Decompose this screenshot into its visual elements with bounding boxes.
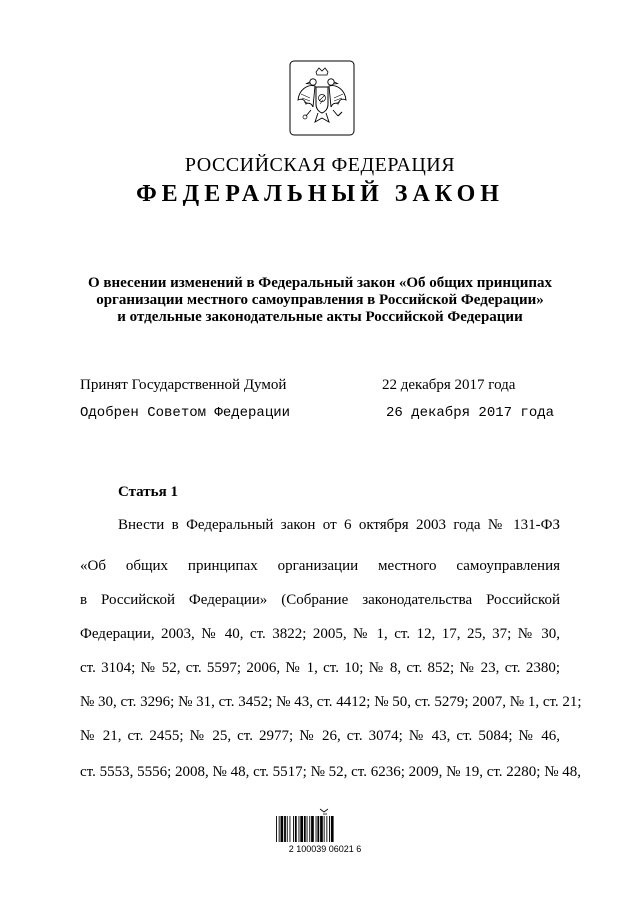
article-text-line: Внести в Федеральный закон от 6 октября 2003 года № 131-ФЗ bbox=[118, 517, 560, 533]
barcode-bar bbox=[299, 816, 300, 842]
barcode-bar bbox=[293, 816, 294, 842]
article-text-line: ст. 5553, 5556; 2008, № 48, ст. 5517; № 52, ст. 6236; 2009, № 19, ст. 2280; № 48, bbox=[80, 764, 582, 780]
barcode-bar bbox=[316, 816, 317, 842]
barcode-bar bbox=[295, 816, 297, 842]
law-title-line: О внесении изменений в Федеральный закон «Об общих принципах bbox=[87, 275, 553, 291]
barcode-bar bbox=[309, 816, 310, 842]
article-text-line: «Об общих принципах организации местного самоуправления bbox=[80, 558, 560, 574]
barcode-bar bbox=[300, 816, 303, 842]
barcode-bar bbox=[290, 816, 291, 842]
barcode-bar bbox=[284, 816, 286, 842]
article-heading: Статья 1 bbox=[118, 484, 178, 500]
barcode-bar bbox=[320, 816, 323, 842]
barcode-bars bbox=[270, 806, 380, 846]
barcode-bar bbox=[326, 816, 327, 842]
barcode-bar bbox=[276, 816, 277, 842]
barcode-bar bbox=[279, 816, 280, 842]
barcode-bar bbox=[317, 816, 319, 842]
adopted-by-duma-label: Принят Государственной Думой bbox=[80, 377, 287, 393]
coat-of-arms-emblem bbox=[289, 60, 355, 136]
law-title-line: организации местного самоуправления в Российской Федерации» bbox=[96, 292, 544, 308]
article-text-line: в Российской Федерации» (Собрание законодательства Российской bbox=[80, 592, 560, 608]
barcode-bar bbox=[311, 816, 314, 842]
adopted-by-duma-date: 22 декабря 2017 года bbox=[382, 377, 516, 393]
article-text-line: Федерации, 2003, № 40, ст. 3822; 2005, № 1, ст. 12, 17, 25, 37; № 30, bbox=[80, 626, 560, 642]
barcode-bar bbox=[331, 816, 334, 842]
article-text-line: № 30, ст. 3296; № 31, ст. 3452; № 43, ст. 4412; № 50, ст. 5279; 2007, № 1, ст. 21; bbox=[80, 694, 582, 710]
barcode-number: 2 100039 06021 6 bbox=[288, 844, 362, 854]
country-heading: РОССИЙСКАЯ ФЕДЕРАЦИЯ bbox=[184, 154, 456, 176]
law-title bbox=[60, 275, 580, 326]
approved-by-council-date: 26 декабря 2017 года bbox=[386, 405, 555, 421]
barcode bbox=[270, 806, 380, 860]
barcode-bar bbox=[281, 816, 284, 842]
barcode-mark bbox=[320, 809, 328, 814]
document-type-heading: ФЕДЕРАЛЬНЫЙ ЗАКОН bbox=[136, 181, 504, 207]
barcode-bar bbox=[324, 816, 325, 842]
barcode-bar bbox=[307, 816, 308, 842]
approved-by-council-label: Одобрен Советом Федерации bbox=[80, 405, 291, 421]
barcode-bar bbox=[287, 816, 288, 842]
law-title-line: и отдельные законодательные акты Российской Федерации bbox=[117, 309, 523, 325]
article-text-line: ст. 3104; № 52, ст. 5597; 2006, № 1, ст. 10; № 8, ст. 852; № 23, ст. 2380; bbox=[80, 660, 560, 676]
barcode-bar bbox=[304, 816, 306, 842]
article-text-line: № 21, ст. 2455; № 25, ст. 2977; № 26, ст. 3074; № 43, ст. 5084; № 46, bbox=[80, 728, 560, 744]
barcode-bar bbox=[329, 816, 330, 842]
